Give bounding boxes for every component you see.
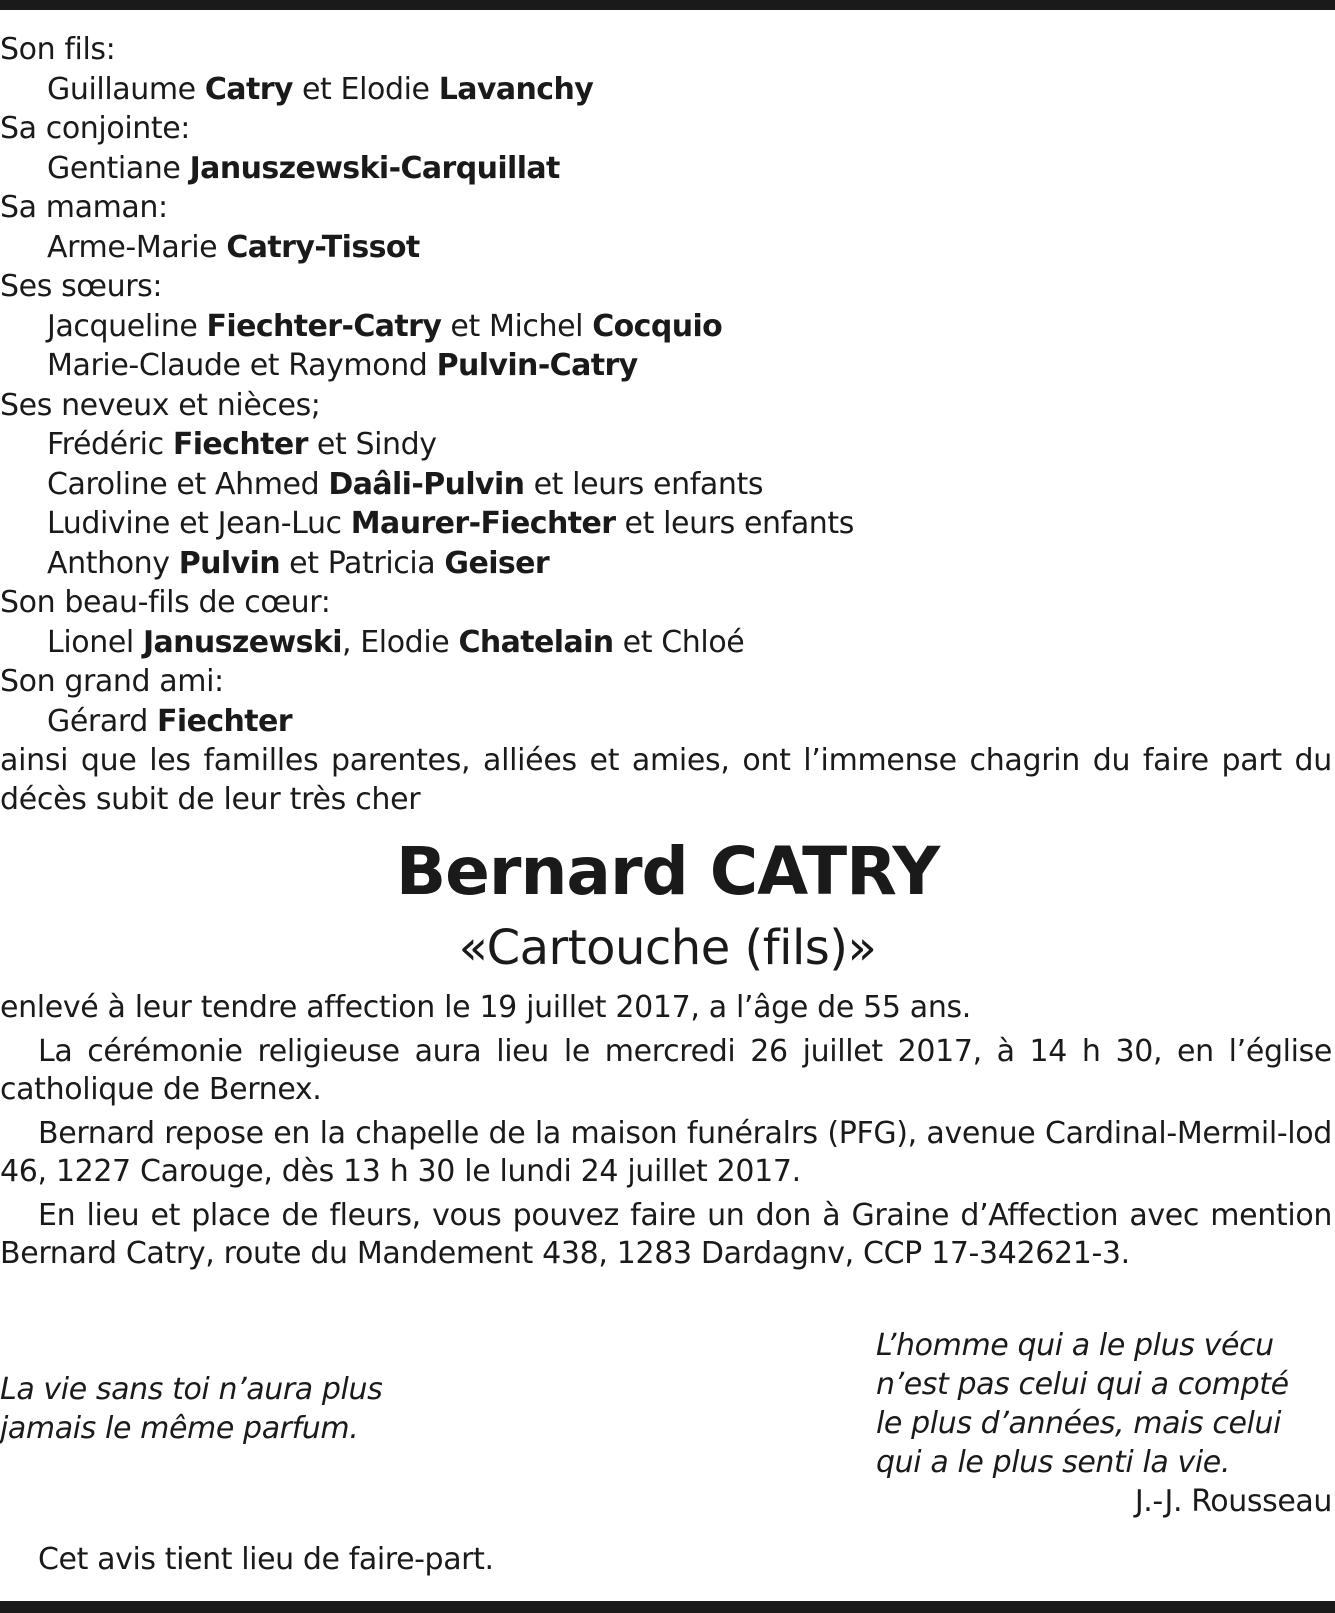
surname: Januszewski-Carquillat <box>189 150 560 186</box>
name-text: et leurs enfants <box>615 506 855 541</box>
name-text: Caroline et Ahmed <box>47 466 329 502</box>
quote-left-line: jamais le même parfum. <box>0 1411 359 1446</box>
quote-right-line: n’est pas celui qui a compté <box>876 1367 1289 1402</box>
relative-name <box>0 228 1335 268</box>
donation-paragraph: En lieu et place de fleurs, vous pouvez faire un don à Graine d’Affection avec mention Bernard Catry, route du Mandement 438, 1283 Dardagnv, CCP 17-342621-3. <box>0 1198 1332 1271</box>
closing-note: Cet avis tient lieu de faire-part. <box>38 1542 494 1577</box>
surname: Lavanchy <box>438 71 594 107</box>
relative-name <box>0 544 1335 584</box>
name-text: Gérard <box>47 703 158 739</box>
bottom-rule <box>0 1601 1335 1613</box>
name-text: Marie-Claude et Raymond <box>47 348 437 383</box>
surname: Fiechter-Catry <box>206 308 442 344</box>
name-text: et Sindy <box>307 427 437 462</box>
relation-label: Ses neveux et nièces; <box>0 387 321 423</box>
relation-label: Ses sœurs: <box>0 269 163 304</box>
relative-name <box>0 504 1335 544</box>
surname: Fiechter <box>172 427 308 462</box>
surname: Catry <box>204 71 293 107</box>
intro-text: ainsi que les familles parentes, alliées et amies, ont l’immense chagrin du faire part du décès subit de leur très cher <box>0 743 1332 817</box>
surname: Catry-Tissot <box>226 229 420 265</box>
name-text: Anthony <box>47 545 179 581</box>
name-text: Arme-Marie <box>47 229 227 265</box>
name-text: et leurs enfants <box>524 466 764 502</box>
surname: Fiechter <box>157 703 292 739</box>
name-text: Jacqueline <box>47 308 207 344</box>
surname: Chatelain <box>458 624 614 660</box>
name-text: Gentiane <box>47 150 190 186</box>
relative-name <box>0 465 1335 505</box>
ceremony-paragraph: La cérémonie religieuse aura lieu le mercredi 26 juillet 2017, à 14 h 30, en l’église catholique de Bernex. <box>0 1034 1332 1107</box>
name-text: et Elodie <box>292 71 439 107</box>
surname: Maurer-Fiechter <box>350 506 616 541</box>
surname: Geiser <box>444 545 550 581</box>
name-text: Guillaume <box>47 71 205 107</box>
deceased-name: Bernard CATRY <box>395 833 940 910</box>
surname: Pulvin <box>178 545 281 581</box>
name-text: , Elodie <box>341 624 459 660</box>
obituary-notice <box>0 30 1335 1273</box>
relatives-list <box>0 30 1335 741</box>
relative-name <box>0 149 1335 189</box>
quote-right <box>876 1326 1332 1482</box>
relation-label: Son beau-fils de cœur: <box>0 585 331 620</box>
name-text: Frédéric <box>47 427 173 462</box>
quote-left <box>0 1370 500 1448</box>
deceased-nickname: «Cartouche (fils)» <box>458 920 877 976</box>
quote-right-line: le plus d’années, mais celui <box>876 1406 1282 1441</box>
quote-left-line: La vie sans toi n’aura plus <box>0 1372 383 1407</box>
relation-label: Sa maman: <box>0 190 168 225</box>
relation-label: Sa conjointe: <box>0 111 190 146</box>
quote-author: J.-J. Rousseau <box>1134 1484 1332 1519</box>
name-text: et Michel <box>441 308 593 344</box>
top-rule <box>0 0 1335 10</box>
relation-label: Son grand ami: <box>0 664 224 699</box>
surname: Cocquio <box>592 308 723 344</box>
relative-name <box>0 425 1335 465</box>
name-text: Lionel <box>47 624 143 660</box>
passing-paragraph: enlevé à leur tendre affection le 19 juillet 2017, a l’âge de 55 ans. <box>0 990 971 1025</box>
viewing-paragraph: Bernard repose en la chapelle de la maison funéralrs (PFG), avenue Cardinal-Mermil-lod 46, 1227 Carouge, dès 13 h 30 le lundi 24 juillet 2017. <box>0 1116 1332 1189</box>
name-text: et Chloé <box>613 624 745 660</box>
surname: Januszewski <box>142 624 342 660</box>
relation-label: Son fils: <box>0 32 116 67</box>
name-text: et Patricia <box>280 545 445 581</box>
relative-name <box>0 623 1335 663</box>
relative-name <box>0 70 1335 110</box>
surname: Daâli-Pulvin <box>328 466 525 502</box>
relative-name <box>0 307 1335 347</box>
quote-right-line: L’homme qui a le plus vécu <box>876 1328 1274 1363</box>
name-text: Ludivine et Jean-Luc <box>47 506 351 541</box>
relative-name <box>0 702 1335 742</box>
quote-right-line: qui a le plus senti la vie. <box>876 1445 1231 1480</box>
surname: Pulvin-Catry <box>436 348 638 383</box>
relative-name <box>0 346 1335 386</box>
